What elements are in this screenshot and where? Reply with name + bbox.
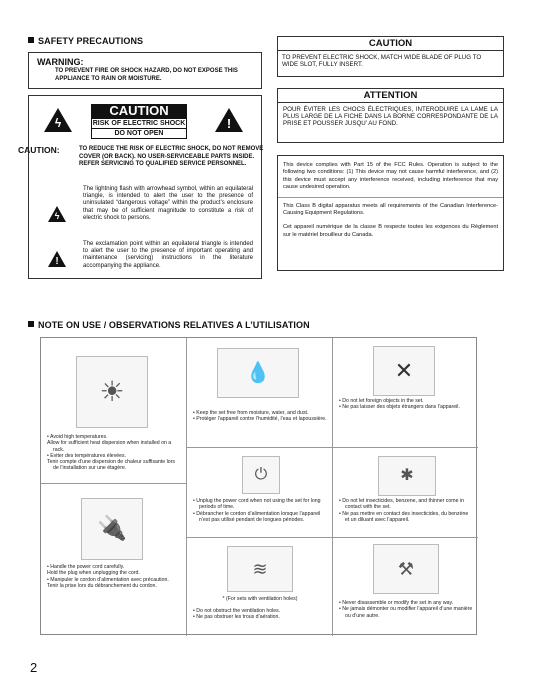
exclamation-warning-icon: ! [215, 108, 243, 132]
bullet-line: • Ne jamais démonter ou modifier l’appareil d’une manière ou d’une autre. [339, 606, 473, 619]
water-splash-illustration: 💧 [217, 348, 299, 398]
note-cell-disassemble [333, 538, 478, 636]
exclamation-explanation: The exclamation point within an equilateral triangle is intended to alert the user to the presence of important operating and maintenance (servicing) instructions in the literature accompanying the appliance. [83, 241, 253, 269]
note-cell-power-cord [41, 484, 187, 636]
note-cell-heat [41, 338, 187, 484]
bullet-line: • Never disassemble or modify the set in any way. [339, 600, 454, 606]
caution-plug-text: TO PREVENT ELECTRIC SHOCK, MATCH WIDE BLADE OF PLUG TO WIDE SLOT, FULLY INSERT. [282, 54, 482, 69]
note-bullets-heat [47, 434, 181, 472]
bullet-line: Tenir compte d’une dispersion de chaleur suffisante lors de l’installation sur une étagère. [47, 459, 175, 472]
note-bullets-insecticides [339, 498, 473, 523]
note-bullets-moisture [193, 410, 327, 423]
note-bullets-power-cord [47, 564, 181, 589]
attention-text: POUR ÉVITER LES CHOCS ÉLECTRIQUES, INTERODUIRE LA LAME LA PLUS LARGE DE LA FICHE DANS LA BORNE CORRESPONDANTE DE LA PRISE ET POUSSER JUSQU' AU FOND. [283, 106, 498, 128]
caution-heading: CAUTION: [18, 145, 60, 155]
bullet-line: • Avoid high temperatures. [47, 434, 108, 440]
page-number: 2 [30, 660, 38, 675]
bullet-line: • Handle the power cord carefully. [47, 564, 125, 570]
note-title-text: NOTE ON USE / OBSERVATIONS RELATIVES A L’UTILISATION [38, 320, 310, 330]
fcc-box [277, 155, 504, 271]
note-cell-ventilation [187, 538, 333, 636]
caution-sub-line1: RISK OF ELECTRIC SHOCK [92, 120, 186, 127]
warning-heading: WARNING: [37, 57, 84, 67]
bullet-line: • Do not obstruct the ventilation holes. [193, 608, 281, 614]
note-cell-foreign-objects [333, 338, 478, 448]
safety-title-text: SAFETY PRECAUTIONS [38, 36, 144, 46]
note-grid [40, 337, 477, 635]
note-bullets-unplug [193, 498, 327, 523]
sun-heat-illustration: ☀ [76, 356, 148, 428]
bullet-line: • Unplug the power cord when not using the set for long periods of time. [193, 498, 321, 511]
note-cell-moisture [187, 338, 333, 448]
screwdriver-illustration: ⚒ [373, 544, 439, 594]
note-bullets-disassemble [339, 600, 473, 619]
attention-box [277, 88, 504, 143]
caution-label: CAUTION [91, 104, 187, 118]
lightning-small-icon: ϟ [48, 206, 66, 222]
note-bullets-ventilation [193, 608, 327, 621]
fcc-divider [278, 197, 503, 198]
bullet-line: • Ne pas obstruer les trous d’aération. [193, 614, 280, 621]
caution-plug-box [277, 36, 504, 77]
bullet-line: • Manipuler le cordon d’alimentation avec précaution. [47, 576, 169, 583]
bullet-line: Hold the plug when unplugging the cord. [47, 570, 140, 577]
spray-can-illustration: ✱ [378, 456, 436, 496]
bullet-line: • Ne pas laisser des objets étrangers dans l’appareil. [339, 404, 460, 411]
square-bullet-icon [28, 37, 34, 43]
bullet-line: • Protéger l’appareil contre l’humidité, l’eau et lapoussière. [193, 416, 327, 423]
fcc-paragraph-1: This device complies with Part 15 of the FCC Rules. Operation is subject to the following two conditions: (1) This device may not cause harmful interference, and (2) this device must accept any interference received, including interference that may cause undesired operation. [283, 162, 498, 191]
warning-text: TO PREVENT FIRE OR SHOCK HAZARD, DO NOT EXPOSE THIS APPLIANCE TO RAIN OR MOISTURE. [55, 68, 238, 82]
ventilation-illustration: ≋ [227, 546, 293, 592]
bullet-line: Allow for sufficient heat dispersion when installed on a rack. [47, 440, 172, 453]
hand-plug-illustration: 🔌 [81, 498, 143, 560]
caution-label-block [91, 104, 187, 139]
note-section-title [28, 320, 310, 330]
lightning-warning-icon: ϟ [44, 108, 72, 132]
fcc-paragraph-3: Cet appareil numérique de la classe B respecte toutes les exigences du Règlement sur le matériel brouilleur du Canada. [283, 224, 498, 238]
note-bullets-foreign [339, 398, 473, 411]
bullet-line: • Débrancher le cordon d’alimentation lorsque l’appareil n’est pas utilisé pendant de longues périodes. [193, 510, 321, 523]
lightning-explanation: The lightning flash with arrowhead symbol, within an equilateral triangle, is intended to alert the user to the presence of uninsulated “dangerous voltage” within the product’s enclosure that may be of sufficient magnitude to constitute a risk of electric shock to persons. [83, 186, 253, 221]
warning-box [28, 52, 262, 89]
fcc-paragraph-2: This Class B digital apparatus meets all requirements of the Canadian Interference-Causing Equipment Regulations. [283, 202, 498, 217]
bullet-line: • Ne pas mettre en contact des insecticides, du benzène et un diluant avec l’appareil. [339, 510, 469, 523]
caution-text: TO REDUCE THE RISK OF ELECTRIC SHOCK, DO NOT REMOVE COVER (OR BACK). NO USER-SERVICEABLE PARTS INSIDE. REFER SERVICING TO QUALIFIED SERVICE PERSONNEL. [79, 146, 264, 167]
attention-title: ATTENTION [278, 89, 503, 103]
bullet-line: • Keep the set free from moisture, water, and dust. [193, 410, 309, 416]
caution-sub-line2: DO NOT OPEN [91, 128, 187, 139]
wall-outlet-illustration: ⏻ [242, 456, 280, 494]
bullet-line: • Do not let insecticides, benzene, and thinner come in contact with the set. [339, 498, 464, 511]
bullet-line: • Do not let foreign objects in the set. [339, 398, 424, 404]
caution-plug-title: CAUTION [278, 37, 503, 51]
bullet-line: • Eviter des températures élevées. [47, 452, 127, 459]
foreign-object-illustration: ✕ [373, 346, 435, 396]
note-cell-unplug [187, 448, 333, 538]
exclamation-small-icon: ! [48, 251, 66, 267]
note-cell-insecticides [333, 448, 478, 538]
square-bullet-icon [28, 321, 34, 327]
bullet-line: Tenir la prise lors du débranchement du cordon. [47, 582, 157, 589]
safety-section-title [28, 36, 143, 46]
ventilation-caption: * (For sets with ventilation holes) [222, 596, 298, 602]
